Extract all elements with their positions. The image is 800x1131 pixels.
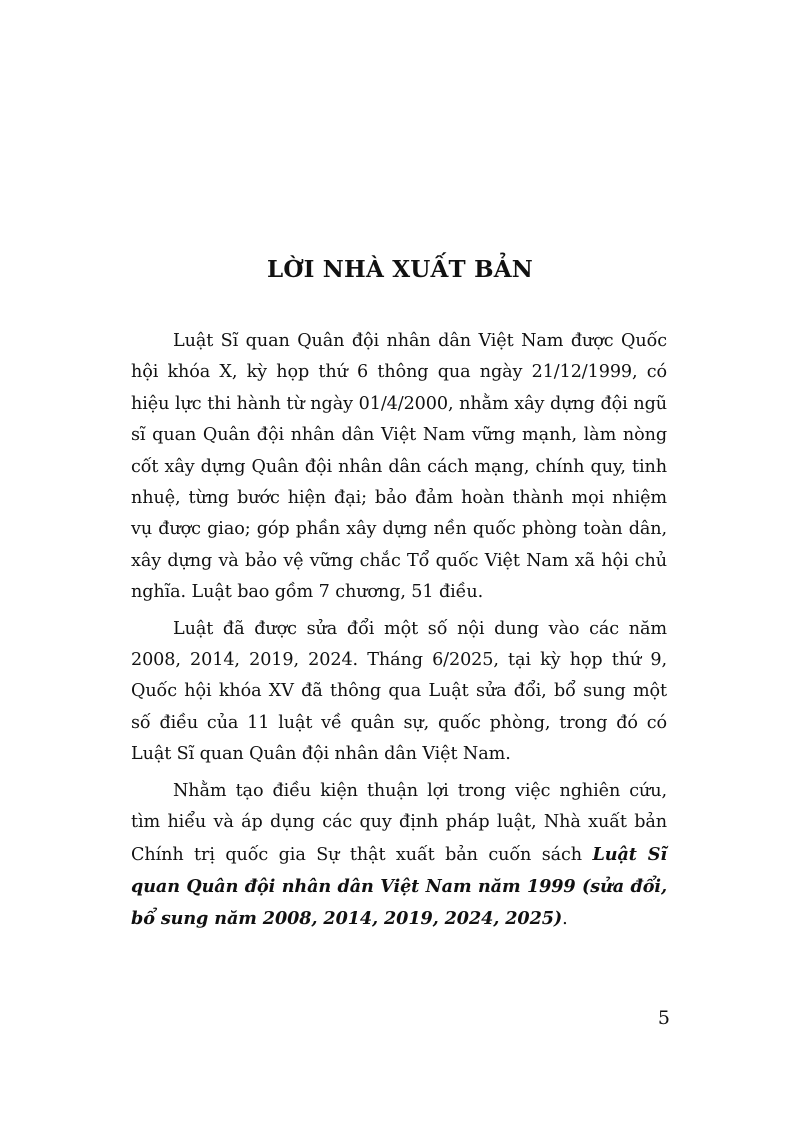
page-title: LỜI NHÀ XUẤT BẢN: [267, 256, 533, 283]
paragraph-publication: [131, 776, 667, 936]
paragraph-law-overview: Luật Sĩ quan Quân đội nhân dân Việt Nam được Quốc hội khóa X, kỳ họp thứ 6 thông qua ngày 21/12/1999, có hiệu lực thi hành từ ngày 01/4/2000, nhằm xây dựng đội ngũ sĩ quan Quân đội nhân dân Việt Nam vững mạnh, làm nòng cốt xây dựng Quân đội nhân dân cách mạng, chính quy, tinh nhuệ, từng bước hiện đại; bảo đảm hoàn thành mọi nhiệm vụ được giao; góp phần xây dựng nền quốc phòng toàn dân, xây dựng và bảo vệ vững chắc Tổ quốc Việt Nam xã hội chủ nghĩa. Luật bao gồm 7 chương, 51 điều.: [131, 331, 667, 603]
paragraph-amendments: Luật đã được sửa đổi một số nội dung vào các năm 2008, 2014, 2019, 2024. Tháng 6/2025, tại kỳ họp thứ 9, Quốc hội khóa XV đã thông qua Luật sửa đổi, bổ sung một số điều của 11 luật về quân sự, quốc phòng, trong đó có Luật Sĩ quan Quân đội nhân dân Việt Nam.: [131, 618, 667, 765]
book-title: Luật Sĩ quan Quân đội nhân dân Việt Nam năm 1999 (sửa đổi, bổ sung năm 2008, 2014, 2019, 2024, 2025): [131, 843, 667, 930]
publication-lead-text: Nhằm tạo điều kiện thuận lợi trong việc nghiên cứu, tìm hiểu và áp dụng các quy định pháp luật, Nhà xuất bản Chính trị quốc gia Sự thật xuất bản cuốn sách: [131, 780, 667, 865]
preface-body: [131, 326, 667, 941]
publication-end-punctuation: .: [562, 909, 568, 930]
page-number: 5: [657, 1007, 670, 1029]
